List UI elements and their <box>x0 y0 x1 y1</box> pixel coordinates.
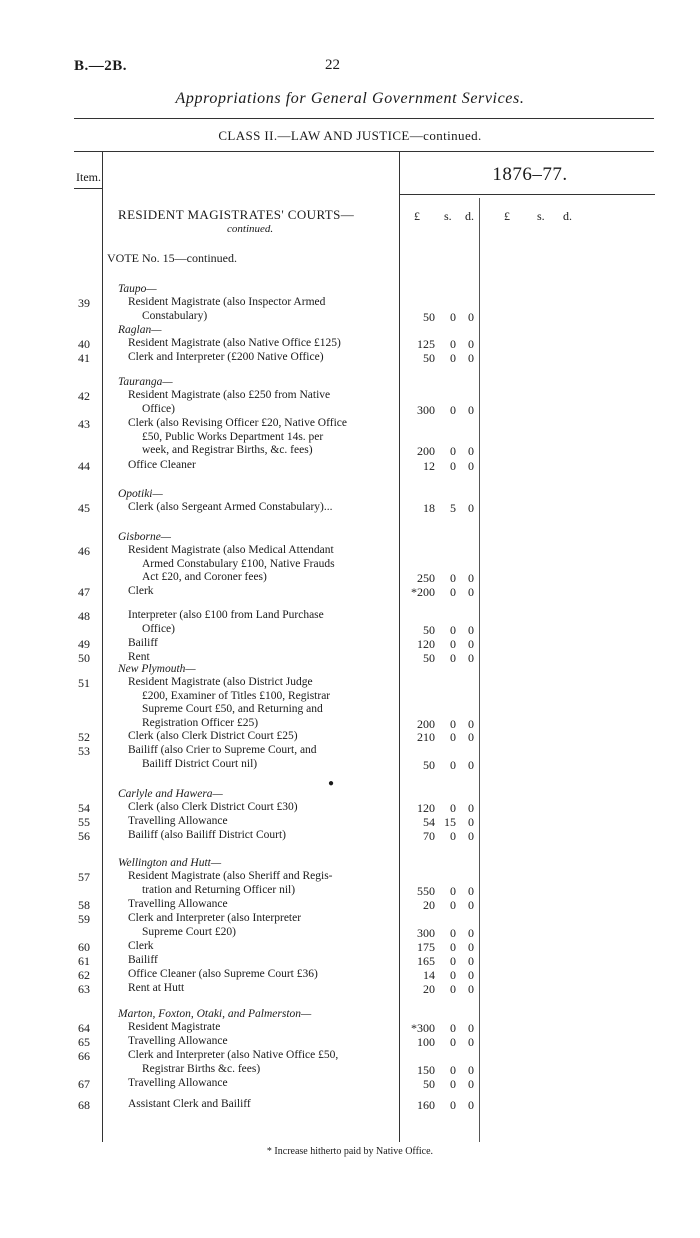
amount <box>403 585 477 600</box>
year-column-header: 1876–77. <box>492 164 568 185</box>
description-line: Travelling Allowance <box>128 1035 228 1047</box>
item-description <box>128 730 298 744</box>
description-line: Resident Magistrate <box>128 1021 221 1033</box>
amount-pence: 0 <box>468 585 474 599</box>
item-description <box>128 1077 228 1091</box>
amount-pounds: 120 <box>417 801 435 815</box>
amount-pounds: 20 <box>423 982 435 996</box>
amount-shillings: 0 <box>450 402 456 417</box>
item-description <box>128 982 184 996</box>
amount <box>403 623 477 638</box>
group-heading: Marton, Foxton, Otaki, and Palmerston— <box>118 1008 312 1020</box>
group-heading: Wellington and Hutt— <box>118 857 222 869</box>
amount-shillings: 0 <box>450 651 456 665</box>
description-line: Interpreter (also £100 from Land Purchase <box>128 609 324 621</box>
table-top-rule <box>74 151 654 152</box>
item-number: 64 <box>78 1021 90 1035</box>
item-number: 58 <box>78 898 90 912</box>
vote-heading: VOTE No. 15—continued. <box>107 251 237 265</box>
amount-pence: 0 <box>468 717 474 732</box>
amount <box>403 1035 477 1050</box>
item-description <box>128 912 301 939</box>
amount-shillings: 0 <box>450 925 456 940</box>
description-line: Resident Magistrate (also Medical Attendant <box>128 544 334 556</box>
amount <box>403 310 477 325</box>
page-title: Appropriations for General Government Services. <box>175 90 525 107</box>
amount <box>403 926 477 941</box>
description-line: Clerk and Interpreter (also Native Office £50, <box>128 1049 339 1061</box>
amount <box>403 1021 477 1036</box>
amount-pence: 0 <box>468 757 474 772</box>
item-description <box>128 829 286 843</box>
amount-pounds: 250 <box>417 571 435 586</box>
description-line: Constabulary) <box>142 309 208 322</box>
amount <box>403 954 477 969</box>
amount <box>403 1077 477 1092</box>
item-number: 53 <box>78 744 90 758</box>
description-line: Clerk (also Sergeant Armed Constabulary)... <box>128 501 333 513</box>
item-description <box>128 954 158 968</box>
item-number: 50 <box>78 651 90 665</box>
item-number: 45 <box>78 501 90 515</box>
amount-pounds: 160 <box>417 1098 435 1112</box>
pence-header: d. <box>465 209 474 223</box>
class-heading: CLASS II.—LAW AND JUSTICE—continued. <box>218 128 482 143</box>
group-heading: Tauranga— <box>118 376 173 388</box>
item-description <box>128 1021 220 1035</box>
amount-pence: 0 <box>468 801 474 815</box>
amount-pounds: 50 <box>423 757 435 772</box>
item-description <box>128 389 330 416</box>
amount-pence: 0 <box>468 1021 474 1035</box>
amount-pounds: 50 <box>423 309 435 324</box>
amount-pounds: *200 <box>411 585 435 599</box>
group-heading: Gisborne— <box>118 531 172 543</box>
item-number: 60 <box>78 940 90 954</box>
document-code: B.—2B. <box>74 58 128 74</box>
description-line: Registrar Births &c. fees) <box>142 1062 261 1075</box>
group-heading: Raglan— <box>118 324 162 336</box>
description-line: Supreme Court £50, and Returning and <box>142 703 323 716</box>
amount-pounds: 50 <box>423 1077 435 1091</box>
amount-shillings: 0 <box>450 801 456 815</box>
item-description <box>128 637 158 651</box>
year-heading-rule <box>399 194 655 195</box>
amount-pounds: 550 <box>417 883 435 898</box>
amount-pounds: 12 <box>423 459 435 473</box>
subcolumn-divider <box>479 198 480 1142</box>
amount-pence: 0 <box>468 898 474 912</box>
item-description <box>128 417 347 458</box>
amount-pence: 0 <box>468 571 474 586</box>
group-heading: Carlyle and Hawera— <box>118 788 223 800</box>
amount <box>403 940 477 955</box>
amount-shillings: 0 <box>450 1021 456 1035</box>
amount-pounds: 300 <box>417 925 435 940</box>
amount-pounds: 300 <box>417 402 435 417</box>
amount-pence: 0 <box>468 883 474 898</box>
item-description <box>128 1098 251 1112</box>
amount-shillings: 0 <box>450 309 456 324</box>
amount <box>403 815 477 830</box>
pounds-header: £ <box>414 209 420 223</box>
amount-pounds: 14 <box>423 968 435 982</box>
item-description <box>128 351 324 365</box>
amount-pence: 0 <box>468 954 474 968</box>
amount-shillings: 0 <box>450 982 456 996</box>
item-column-header: Item. <box>76 170 101 184</box>
amount-pence: 0 <box>468 402 474 417</box>
amount-pence: 0 <box>468 968 474 982</box>
amount-shillings: 0 <box>450 459 456 473</box>
pence-header-2: d. <box>563 209 572 223</box>
item-number: 56 <box>78 829 90 843</box>
item-number: 65 <box>78 1035 90 1049</box>
amount <box>403 884 477 899</box>
shillings-header: s. <box>444 209 452 223</box>
amount-shillings: 0 <box>450 622 456 637</box>
item-description <box>128 296 325 323</box>
description-line: tration and Returning Officer nil) <box>142 883 296 896</box>
item-description <box>128 459 196 473</box>
amount-pounds: 50 <box>423 622 435 637</box>
item-description <box>128 744 317 771</box>
item-number: 39 <box>78 296 90 310</box>
description-line: Office) <box>142 622 175 635</box>
description-line: Clerk (also Clerk District Court £30) <box>128 801 298 813</box>
amount-pence: 0 <box>468 829 474 843</box>
item-number: 54 <box>78 801 90 815</box>
amount-pounds: 120 <box>417 637 435 651</box>
amount-pence: 0 <box>468 637 474 651</box>
amount <box>403 898 477 913</box>
shillings-header-2: s. <box>537 209 545 223</box>
item-number: 51 <box>78 676 90 690</box>
amount-pounds: 54 <box>423 815 435 829</box>
top-rule <box>74 118 654 119</box>
footnote: * Increase hitherto paid by Native Office. <box>266 1146 434 1157</box>
description-line: Travelling Allowance <box>128 898 228 910</box>
amount-shillings: 0 <box>450 571 456 586</box>
item-description <box>128 870 333 897</box>
amount-pence: 0 <box>468 309 474 324</box>
item-number: 48 <box>78 609 90 623</box>
amount-pence: 0 <box>468 337 474 351</box>
item-number: 44 <box>78 459 90 473</box>
amount-shillings: 0 <box>450 1077 456 1091</box>
item-description <box>128 801 298 815</box>
amount-pounds: 50 <box>423 651 435 665</box>
amount-pence: 0 <box>468 730 474 744</box>
description-line: £200, Examiner of Titles £100, Registrar <box>142 689 331 702</box>
item-number: 55 <box>78 815 90 829</box>
item-description <box>128 585 154 599</box>
amount-pence: 0 <box>468 815 474 829</box>
item-number: 49 <box>78 637 90 651</box>
description-line: Supreme Court £20) <box>142 925 236 938</box>
item-number: 43 <box>78 417 90 431</box>
amount-pence: 0 <box>468 925 474 940</box>
amount <box>403 444 477 459</box>
item-number: 47 <box>78 585 90 599</box>
amount-pounds: 50 <box>423 351 435 365</box>
item-number: 46 <box>78 544 90 558</box>
item-description <box>128 1049 338 1076</box>
item-number: 66 <box>78 1049 90 1063</box>
section-title: RESIDENT MAGISTRATES' COURTS— <box>118 207 355 222</box>
amount <box>403 758 477 773</box>
description-line: Armed Constabulary £100, Native Frauds <box>142 557 335 570</box>
amount-shillings: 0 <box>450 637 456 651</box>
description-line: Bailiff (also Bailiff District Court) <box>128 829 286 841</box>
amount-shillings: 0 <box>450 968 456 982</box>
item-number: 57 <box>78 870 90 884</box>
description-line: Office Cleaner (also Supreme Court £36) <box>128 968 318 980</box>
item-description <box>128 1035 228 1049</box>
item-description <box>128 940 154 954</box>
item-heading-rule <box>74 188 102 189</box>
amount <box>403 637 477 652</box>
amount <box>403 982 477 997</box>
amount <box>403 651 477 666</box>
item-column-divider <box>102 152 103 1142</box>
amount-shillings: 0 <box>450 1035 456 1049</box>
item-description <box>128 898 228 912</box>
item-number: 68 <box>78 1098 90 1112</box>
description-line: Act £20, and Coroner fees) <box>142 571 267 584</box>
amount-pounds: 210 <box>417 730 435 744</box>
page-number: 22 <box>325 57 340 73</box>
item-number: 62 <box>78 968 90 982</box>
amount <box>403 351 477 366</box>
amount-shillings: 0 <box>450 351 456 365</box>
description-line: Resident Magistrate (also District Judge <box>128 676 313 688</box>
description-line: Clerk and Interpreter (also Interpreter <box>128 912 302 924</box>
description-line: Travelling Allowance <box>128 815 228 827</box>
item-number: 61 <box>78 954 90 968</box>
star-marker: ● <box>328 778 335 789</box>
item-number: 41 <box>78 351 90 365</box>
amount-shillings: 0 <box>450 898 456 912</box>
amount-shillings: 0 <box>450 730 456 744</box>
description-line: Office) <box>142 402 175 415</box>
amount-shillings: 0 <box>450 757 456 772</box>
amount-pence: 0 <box>468 351 474 365</box>
amount <box>403 403 477 418</box>
description-line: Office Cleaner <box>128 459 196 471</box>
item-description <box>128 609 324 636</box>
description-line: Bailiff <box>128 637 158 649</box>
amount-pounds: 70 <box>423 829 435 843</box>
description-line: Rent at Hutt <box>128 982 185 994</box>
amount <box>403 968 477 983</box>
amount-shillings: 0 <box>450 829 456 843</box>
amount-shillings: 15 <box>444 815 456 829</box>
amount-pounds: 18 <box>423 501 435 515</box>
amount-shillings: 0 <box>450 444 456 459</box>
description-line: Clerk (also Revising Officer £20, Native Office <box>128 417 347 429</box>
description-line: Bailiff District Court nil) <box>142 757 258 770</box>
item-description <box>128 337 341 351</box>
item-number: 42 <box>78 389 90 403</box>
item-number: 67 <box>78 1077 90 1091</box>
amount-pence: 0 <box>468 1035 474 1049</box>
amount-pence: 0 <box>468 982 474 996</box>
description-line: Registration Officer £25) <box>142 717 259 730</box>
amount-pence: 0 <box>468 1077 474 1091</box>
description-line: Clerk <box>128 585 154 597</box>
group-heading: New Plymouth— <box>118 663 196 675</box>
description-line: week, and Registrar Births, &c. fees) <box>142 444 313 457</box>
description-line: £50, Public Works Department 14s. per <box>142 430 324 443</box>
pounds-header-2: £ <box>504 209 510 223</box>
amount <box>403 501 477 516</box>
amount-pounds: 165 <box>417 954 435 968</box>
amount-pounds: *300 <box>411 1021 435 1035</box>
amount-pence: 0 <box>468 501 474 515</box>
amount <box>403 337 477 352</box>
amount <box>403 829 477 844</box>
amount-pounds: 100 <box>417 1035 435 1049</box>
amount-shillings: 0 <box>450 954 456 968</box>
item-number: 59 <box>78 912 90 926</box>
amount-shillings: 0 <box>450 337 456 351</box>
description-line: Travelling Allowance <box>128 1077 228 1089</box>
item-description <box>128 501 333 515</box>
amount-pence: 0 <box>468 940 474 954</box>
item-description <box>128 676 330 731</box>
description-line: Resident Magistrate (also Sheriff and Regis- <box>128 870 333 882</box>
amount-column-divider <box>399 152 400 1142</box>
amount-pounds: 200 <box>417 444 435 459</box>
amount <box>403 730 477 745</box>
amount <box>403 1063 477 1078</box>
amount-pounds: 200 <box>417 717 435 732</box>
amount-pence: 0 <box>468 459 474 473</box>
amount-pounds: 175 <box>417 940 435 954</box>
amount-shillings: 0 <box>450 1098 456 1112</box>
amount <box>403 1098 477 1113</box>
amount-shillings: 0 <box>450 1062 456 1077</box>
description-line: Resident Magistrate (also Inspector Armed <box>128 296 326 308</box>
item-number: 40 <box>78 337 90 351</box>
amount-pounds: 150 <box>417 1062 435 1077</box>
amount-pence: 0 <box>468 1062 474 1077</box>
amount-pence: 0 <box>468 444 474 459</box>
amount-shillings: 0 <box>450 883 456 898</box>
item-number: 63 <box>78 982 90 996</box>
item-description <box>128 968 318 982</box>
amount-shillings: 5 <box>450 501 456 515</box>
amount-pounds: 20 <box>423 898 435 912</box>
amount-pence: 0 <box>468 1098 474 1112</box>
amount-pence: 0 <box>468 622 474 637</box>
amount-pounds: 125 <box>417 337 435 351</box>
amount <box>403 801 477 816</box>
item-number: 52 <box>78 730 90 744</box>
group-heading: Taupo— <box>118 283 157 295</box>
group-heading: Opotiki— <box>118 488 163 500</box>
description-line: Rent <box>128 651 150 663</box>
description-line: Bailiff <box>128 954 158 966</box>
section-continued: continued. <box>227 223 274 235</box>
description-line: Resident Magistrate (also Native Office £125) <box>128 337 341 349</box>
amount-shillings: 0 <box>450 717 456 732</box>
amount-shillings: 0 <box>450 585 456 599</box>
description-line: Clerk and Interpreter (£200 Native Office) <box>128 351 324 363</box>
amount-shillings: 0 <box>450 940 456 954</box>
item-description <box>128 815 228 829</box>
description-line: Bailiff (also Crier to Supreme Court, and <box>128 744 317 756</box>
item-description <box>128 544 335 585</box>
amount <box>403 459 477 474</box>
description-line: Clerk <box>128 940 154 952</box>
description-line: Clerk (also Clerk District Court £25) <box>128 730 298 742</box>
description-line: Resident Magistrate (also £250 from Native <box>128 389 331 401</box>
amount-pence: 0 <box>468 651 474 665</box>
description-line: Assistant Clerk and Bailiff <box>128 1098 251 1110</box>
